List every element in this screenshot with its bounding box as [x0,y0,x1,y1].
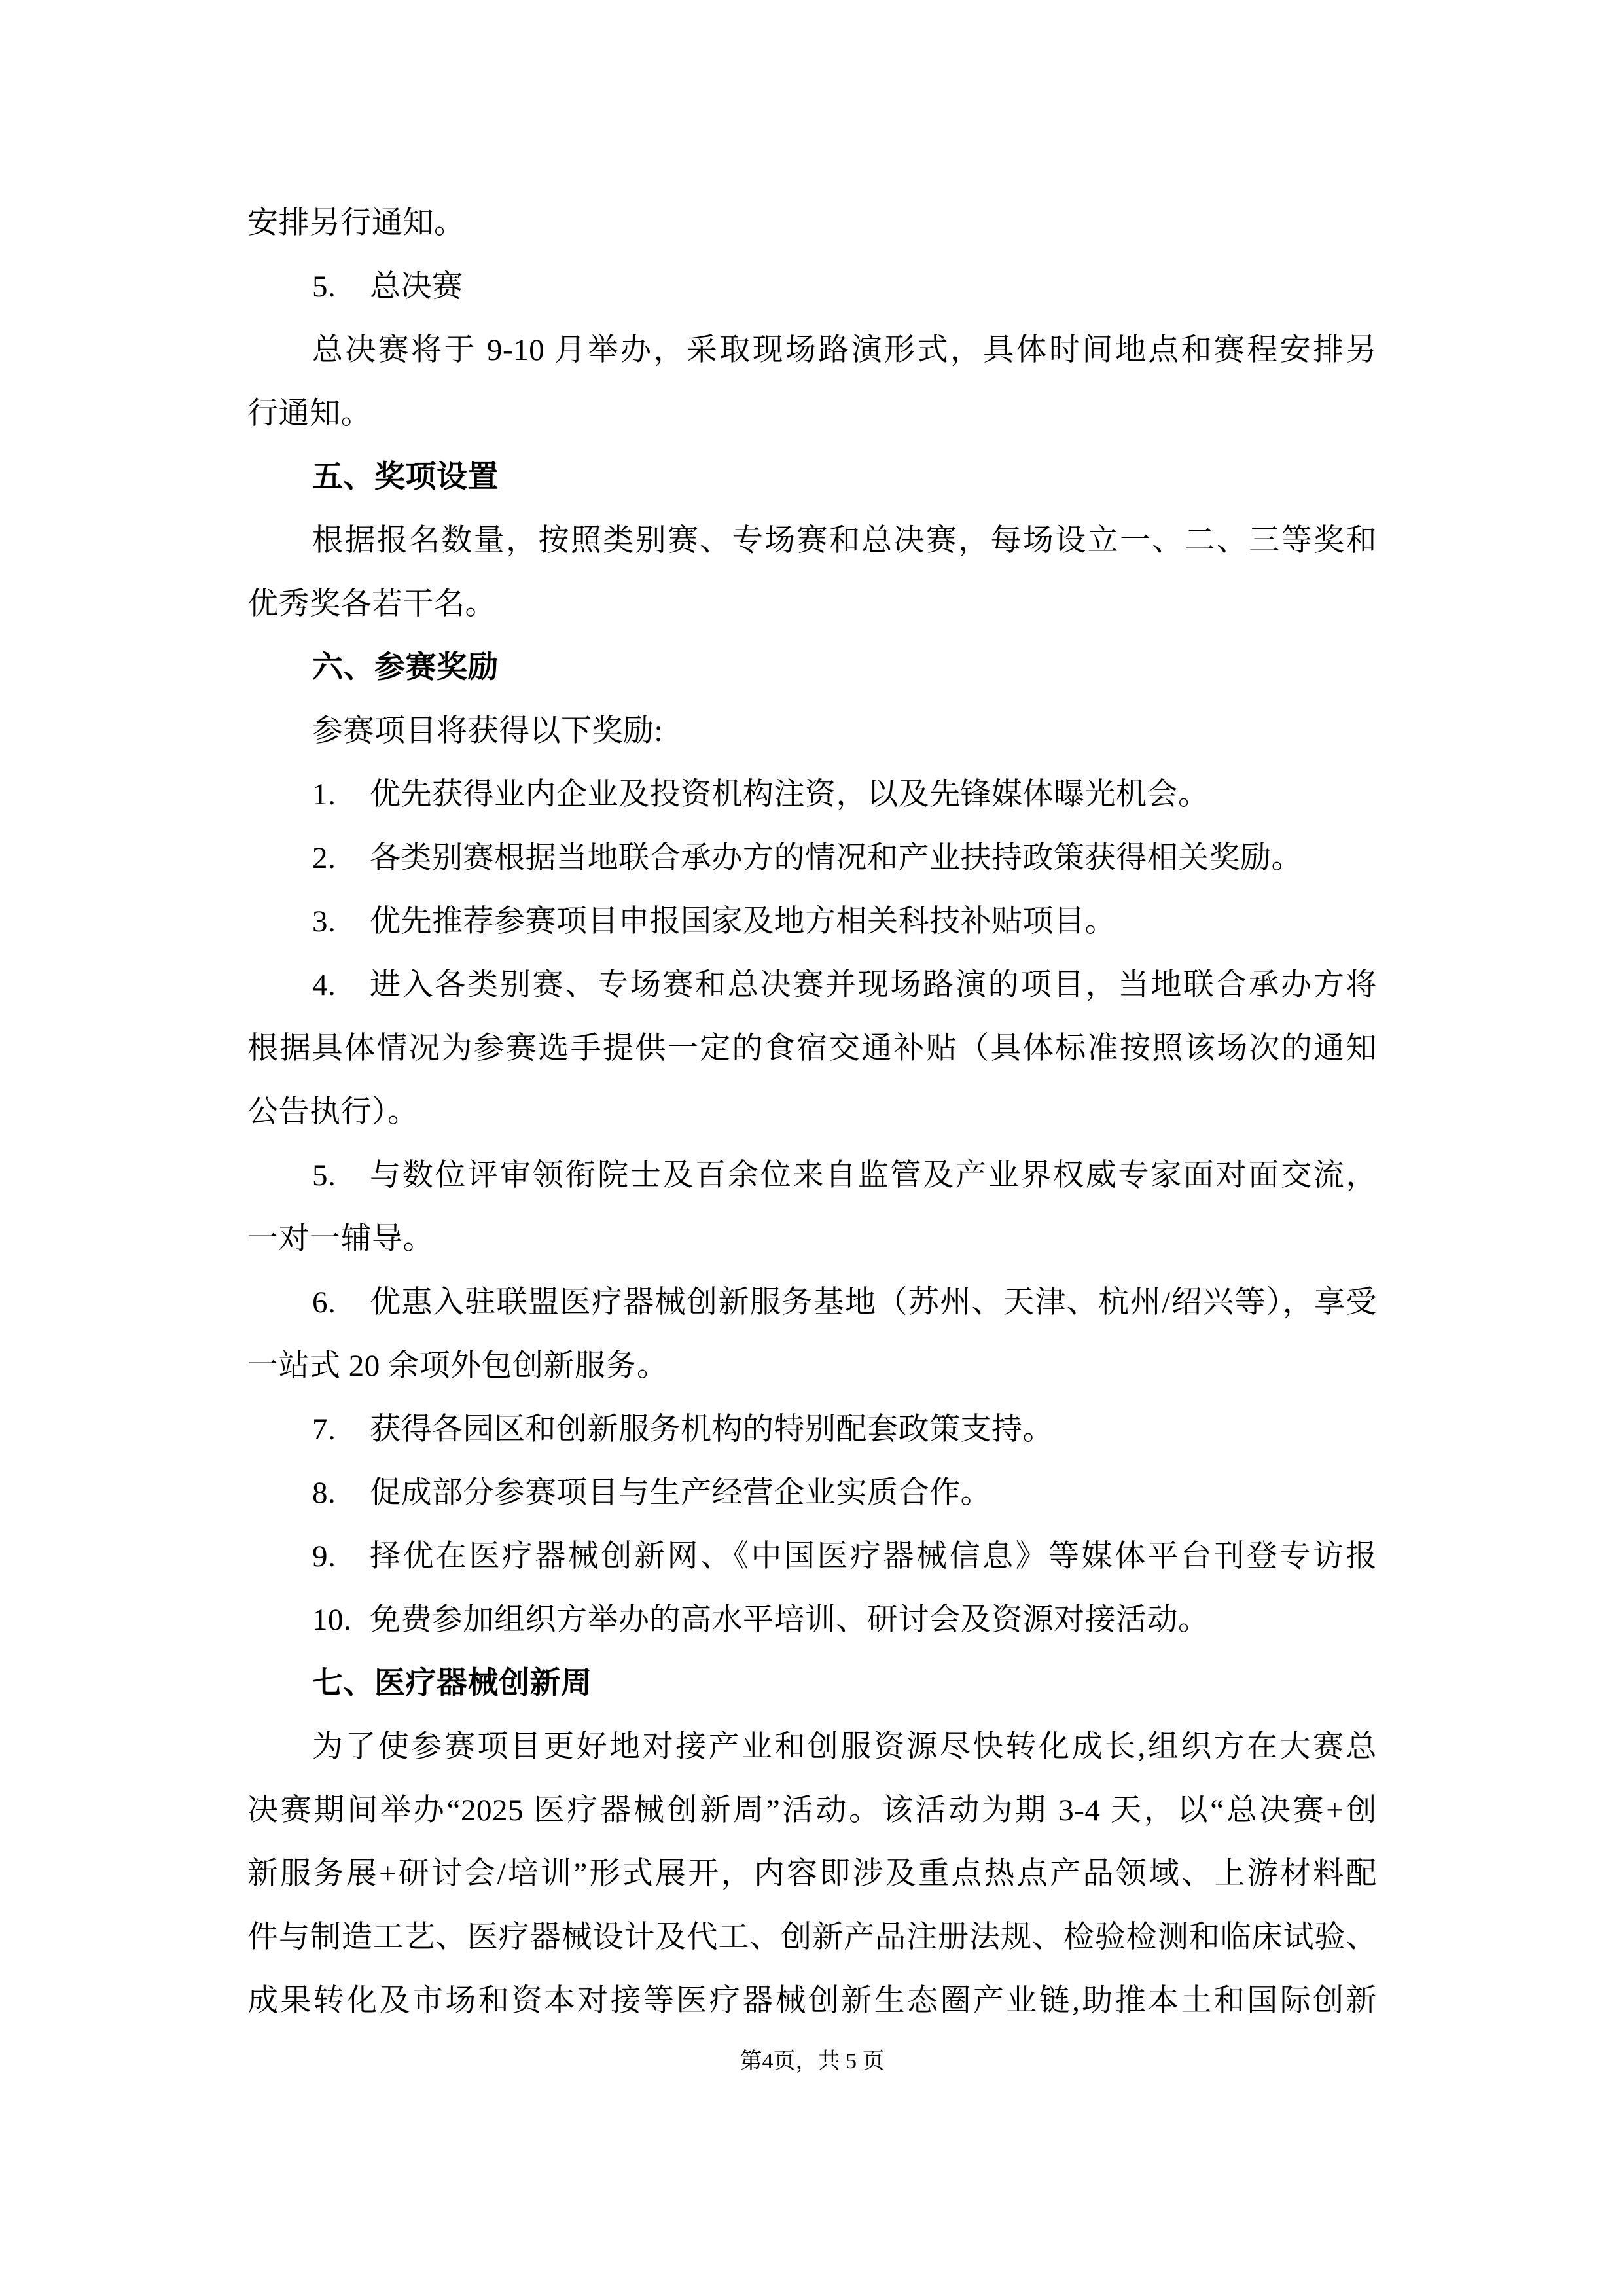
document-line: 行通知。 [247,397,372,431]
document-line: 为了使参赛项目更好地对接产业和创服资源尽快转化成长,组织方在大赛总 [312,1730,1377,1764]
list-number: 6. [312,1285,336,1319]
list-number: 4. [312,968,336,1002]
document-line [247,1144,1377,1208]
document-line: 一对一辅导。 [247,1222,434,1256]
page-number: 第4页，共 5 页 [740,2049,885,2073]
list-text: 优先推荐参赛项目申报国家及地方相关科技补贴项目。 [370,905,1116,939]
list-text: 各类别赛根据当地联合承办方的情况和产业扶持政策获得相关奖励。 [370,841,1302,875]
document-line [247,1588,1377,1652]
list-text: 择优在医疗器械创新网、《中国医疗器械信息》等媒体平台刊登专访报 [370,1539,1377,1573]
list-number: 3. [312,905,336,939]
document-line: 根据报名数量，按照类别赛、专场赛和总决赛，每场设立一、二、三等奖和 [312,524,1377,558]
document-line: 总决赛将于 9-10 月举办，采取现场路演形式，具体时间地点和赛程安排另 [312,333,1377,367]
list-number: 5. [312,270,336,304]
document-line [247,1398,1377,1462]
document-line: 件与制造工艺、医疗器械设计及代工、创新产品注册法规、检验检测和临床试验、 [247,1920,1377,1954]
document-line [247,1525,1377,1588]
list-text: 优先获得业内企业及投资机构注资，以及先锋媒体曝光机会。 [370,778,1209,812]
document-line: 安排另行通知。 [247,206,465,240]
document-line: 参赛项目将获得以下奖励: [312,714,664,748]
list-number: 1. [312,778,336,812]
document-line: 根据具体情况为参赛选手提供一定的食宿交通补贴（具体标准按照该场次的通知 [247,1031,1377,1066]
list-number: 5. [312,1158,336,1193]
document-line: 决赛期间举办“2025 医疗器械创新周”活动。该活动为期 3-4 天，以“总决赛+创 [247,1793,1377,1827]
section-heading: 七、医疗器械创新周 [312,1666,592,1700]
document-line [247,255,1377,319]
page-footer [247,2047,1377,2076]
list-number: 8. [312,1476,336,1510]
list-text: 促成部分参赛项目与生产经营企业实质合作。 [370,1476,991,1510]
list-number: 10. [312,1603,352,1637]
document-line: 成果转化及市场和资本对接等医疗器械创新生态圈产业链,助推本土和国际创新 [247,1984,1377,2018]
list-text: 优惠入驻联盟医疗器械创新服务基地（苏州、天津、杭州/绍兴等），享受 [370,1285,1377,1319]
document-line [247,827,1377,890]
document-line [247,954,1377,1017]
list-number: 9. [312,1539,336,1573]
section-heading: 六、参赛奖励 [312,651,499,685]
document-body [247,192,1377,2033]
section-heading: 五、奖项设置 [312,460,499,494]
list-text: 与数位评审领衔院士及百余位来自监管及产业界权威专家面对面交流， [370,1158,1377,1193]
list-text: 免费参加组织方举办的高水平培训、研讨会及资源对接活动。 [370,1603,1209,1637]
document-line [247,1462,1377,1525]
document-line: 公告执行）。 [247,1095,419,1129]
list-number: 2. [312,841,336,875]
document-line: 一站式 20 余项外包创新服务。 [247,1349,668,1383]
list-text: 获得各园区和创新服务机构的特别配套政策支持。 [370,1412,1054,1446]
document-line: 优秀奖各若干名。 [247,587,496,621]
list-text: 总决赛 [370,270,463,304]
list-text: 进入各类别赛、专场赛和总决赛并现场路演的项目，当地联合承办方将 [370,968,1377,1002]
document-line [247,890,1377,954]
document-line [247,1271,1377,1335]
document-line: 新服务展+研讨会/培训”形式展开，内容即涉及重点热点产品领域、上游材料配 [247,1857,1377,1891]
list-number: 7. [312,1412,336,1446]
document-line [247,763,1377,827]
